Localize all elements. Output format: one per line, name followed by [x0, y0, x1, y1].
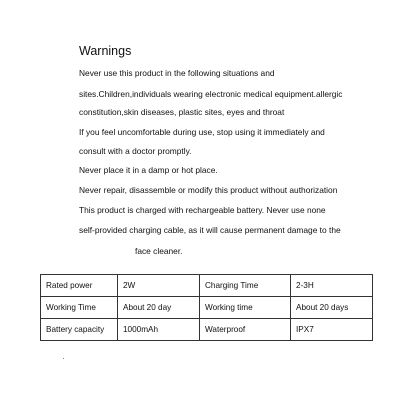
warning-line: sites.Children,individuals wearing electronic medical equipment.allergic [79, 89, 343, 99]
warning-line: Never repair, disassemble or modify this product without authorization [79, 185, 338, 195]
table-row [41, 319, 373, 341]
spec-value: 2-3H [291, 275, 373, 297]
warnings-title: Warnings [79, 44, 132, 58]
spec-label: Working Time [41, 297, 118, 319]
warning-line: Never place it in a damp or hot place. [79, 165, 218, 175]
spec-value: 2W [118, 275, 200, 297]
spec-label: Working time [200, 297, 291, 319]
spec-table [40, 274, 373, 341]
spec-value: About 20 days [291, 297, 373, 319]
warning-line: consult with a doctor promptly. [79, 146, 192, 156]
spec-label: Charging Time [200, 275, 291, 297]
warning-line: If you feel uncomfortable during use, stop using it immediately and [79, 127, 325, 137]
table-row [41, 275, 373, 297]
warning-line: This product is charged with rechargeable battery. Never use none [79, 205, 326, 215]
spec-value: 1000mAh [118, 319, 200, 341]
spec-value: IPX7 [291, 319, 373, 341]
warning-line: face cleaner. [135, 246, 183, 256]
stray-dot [63, 358, 64, 359]
warning-line: constitution,skin diseases, plastic sites, eyes and throat [79, 107, 285, 117]
table-row [41, 297, 373, 319]
warning-line: self-provided charging cable, as it will cause permanent damage to the [79, 225, 341, 235]
spec-value: About 20 day [118, 297, 200, 319]
spec-label: Rated power [41, 275, 118, 297]
spec-label: Waterproof [200, 319, 291, 341]
warning-line: Never use this product in the following situations and [79, 68, 275, 78]
spec-label: Battery capacity [41, 319, 118, 341]
